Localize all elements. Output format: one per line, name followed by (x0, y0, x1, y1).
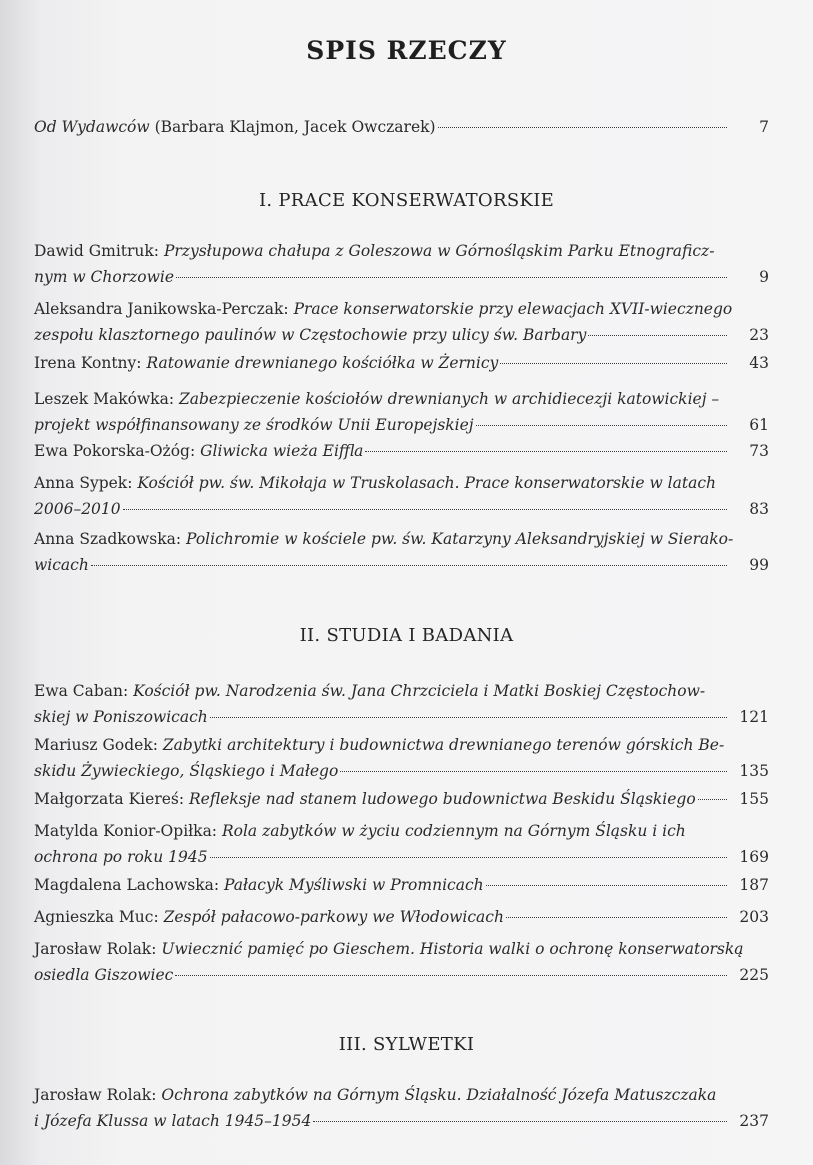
entry-author: Magdalena Lachowska: (34, 876, 220, 894)
toc-entry (34, 438, 769, 464)
page-number: 121 (739, 708, 769, 726)
foreword-authors: (Barbara Klajmon, Jacek Owczarek) (154, 118, 436, 136)
toc-entry (34, 470, 769, 522)
toc-entry-foreword (34, 114, 769, 140)
entry-title: Ochrona zabytków na Górnym Śląsku. Działalność Józefa Matuszczaka (161, 1086, 717, 1104)
entry-title: Zespół pałacowo-parkowy we Włodowicach (163, 908, 504, 926)
dot-leader (438, 127, 727, 128)
page-number: 61 (749, 416, 769, 434)
dot-leader (500, 363, 727, 364)
entry-author: Jarosław Rolak: (34, 1086, 157, 1104)
dot-leader (476, 425, 727, 426)
entry-title: Uwiecznić pamięć po Gieschem. Historia walki o ochronę konserwatorską (161, 940, 744, 958)
page-number: 169 (739, 848, 769, 866)
entry-title: Gliwicka wieża Eiffla (200, 442, 364, 460)
entry-title-cont: wicach (34, 556, 89, 574)
entry-author: Aleksandra Janikowska-Perczak: (34, 300, 289, 318)
section-heading: I. PRACE KONSERWATORSKIE (258, 190, 555, 211)
entry-title: Kościół pw. św. Mikołaja w Truskolasach. Prace konserwatorskie w latach (137, 474, 716, 492)
toc-entry (34, 732, 769, 784)
toc-entry (34, 786, 769, 812)
toc-entry (34, 904, 769, 930)
entry-title: Refleksje nad stanem ludowego budownictwa Beskidu Śląskiego (189, 790, 696, 808)
dot-leader (588, 335, 727, 336)
entry-title-cont: i Józefa Klussa w latach 1945–1954 (34, 1112, 312, 1130)
dot-leader (340, 771, 727, 772)
page-number: 73 (749, 442, 769, 460)
dot-leader (313, 1121, 727, 1122)
entry-title-cont: zespołu klasztornego paulinów w Częstochowie przy ulicy św. Barbary (34, 326, 587, 344)
entry-author: Dawid Gmitruk: (34, 242, 160, 260)
entry-title-cont: ochrona po roku 1945 (34, 848, 208, 866)
entry-author: Agnieszka Muc: (34, 908, 159, 926)
page-number: 83 (749, 500, 769, 518)
toc-entry (34, 936, 769, 988)
dot-leader (210, 857, 727, 858)
toc-entry (34, 296, 769, 348)
dot-leader (210, 717, 727, 718)
toc-entry (34, 350, 769, 376)
toc-entry (34, 526, 769, 578)
page-number: 9 (759, 268, 769, 286)
foreword-label: Od Wydawców (34, 118, 150, 136)
page-number: 23 (749, 326, 769, 344)
dot-leader (506, 917, 727, 918)
dot-leader (176, 277, 727, 278)
dot-leader (175, 975, 727, 976)
page-number: 43 (749, 354, 769, 372)
entry-title: Przysłupowa chałupa z Goleszowa w Górnośląskim Parku Etnograficz- (163, 242, 715, 260)
entry-title: Kościół pw. Narodzenia św. Jana Chrzciciela i Matki Boskiej Częstochow- (133, 682, 706, 700)
toc-entry (34, 818, 769, 870)
entry-author: Irena Kontny: (34, 354, 142, 372)
entry-author: Małgorzata Kiereś: (34, 790, 185, 808)
entry-title: Pałacyk Myśliwski w Promnicach (224, 876, 484, 894)
page-number: 203 (739, 908, 769, 926)
entry-title: Ratowanie drewnianego kościółka w Żernicy (146, 354, 499, 372)
entry-title-cont: skidu Żywieckiego, Śląskiego i Małego (34, 762, 339, 780)
toc-entry (34, 1082, 769, 1134)
section-heading: II. STUDIA I BADANIA (299, 625, 514, 646)
page-number: 7 (759, 118, 769, 136)
dot-leader (123, 509, 727, 510)
page-number: 99 (749, 556, 769, 574)
entry-author: Jarosław Rolak: (34, 940, 157, 958)
page-title: SPIS RZECZY (306, 36, 507, 65)
toc-entry (34, 238, 769, 290)
dot-leader (698, 799, 727, 800)
page-number: 225 (739, 966, 769, 984)
entry-author: Anna Szadkowska: (34, 530, 182, 548)
toc-entry (34, 386, 769, 438)
dot-leader (365, 451, 727, 452)
entry-title-cont: projekt współfinansowany ze środków Unii Europejskiej (34, 416, 474, 434)
dot-leader (91, 565, 727, 566)
entry-title: Rola zabytków w życiu codziennym na Górnym Śląsku i ich (221, 822, 686, 840)
entry-title: Polichromie w kościele pw. św. Katarzyny Aleksandryjskiej w Sierako- (186, 530, 734, 548)
entry-author: Ewa Caban: (34, 682, 129, 700)
dot-leader (486, 885, 727, 886)
entry-author: Mariusz Godek: (34, 736, 158, 754)
entry-author: Ewa Pokorska-Ożóg: (34, 442, 196, 460)
entry-title: Zabezpieczenie kościołów drewnianych w archidiecezji katowickiej – (178, 390, 720, 408)
section-heading: III. SYLWETKI (338, 1034, 475, 1055)
page-number: 155 (739, 790, 769, 808)
entry-author: Matylda Konior-Opiłka: (34, 822, 218, 840)
entry-author: Anna Sypek: (34, 474, 133, 492)
toc-entry (34, 678, 769, 730)
entry-title-cont: nym w Chorzowie (34, 268, 175, 286)
entry-title: Zabytki architektury i budownictwa drewnianego terenów górskich Be- (162, 736, 725, 754)
entry-title-cont: osiedla Giszowiec (34, 966, 174, 984)
entry-author: Leszek Makówka: (34, 390, 175, 408)
toc-entry (34, 872, 769, 898)
entry-title-cont: skiej w Poniszowicach (34, 708, 208, 726)
page-number: 135 (739, 762, 769, 780)
entry-title: Prace konserwatorskie przy elewacjach XVII-wiecznego (293, 300, 733, 318)
entry-title-cont: 2006–2010 (34, 500, 121, 518)
page-number: 187 (739, 876, 769, 894)
page-number: 237 (739, 1112, 769, 1130)
